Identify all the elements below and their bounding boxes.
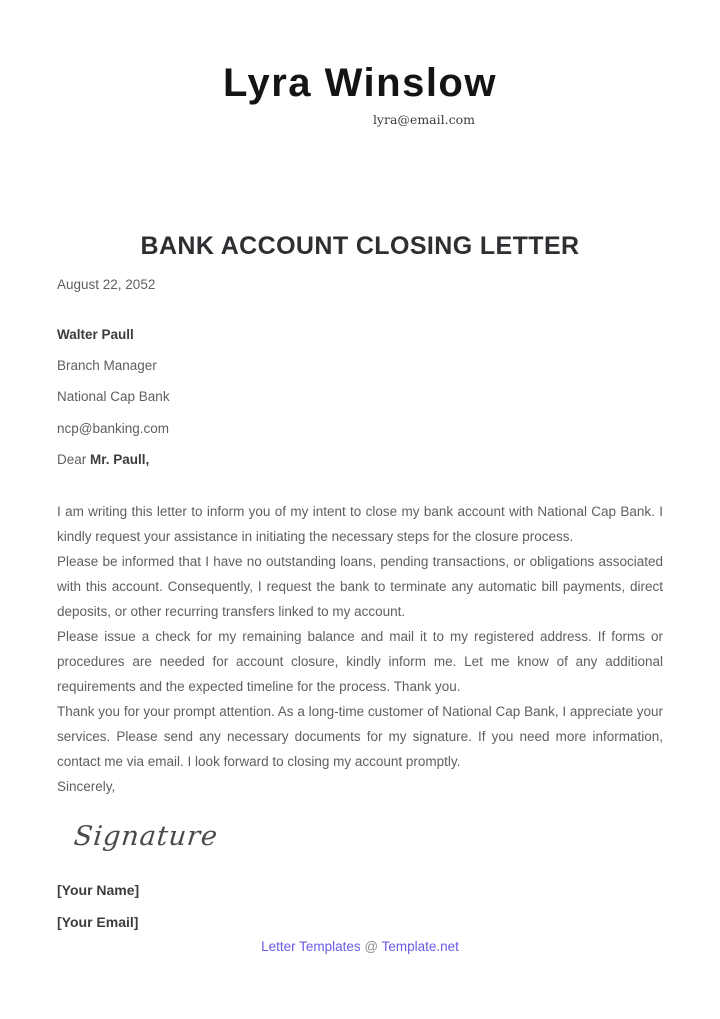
placeholder-your-name: [Your Name] <box>57 881 140 898</box>
body-paragraph: Thank you for your prompt attention. As a long-time customer of National Cap Bank, I appreciate your services. Please send any necessary documents for my signature. If you need more information, contact me via email. I look forward to closing my account promptly. <box>57 703 663 769</box>
salutation-prefix: Dear <box>57 451 91 467</box>
template-credit-site-link[interactable]: Template.net <box>378 939 459 954</box>
salutation-name: Mr. Paull, <box>90 451 150 467</box>
recipient-block <box>57 328 663 437</box>
recipient-email: ncp@banking.com <box>57 420 170 436</box>
letter-date: August 22, 2052 <box>57 276 156 292</box>
letter-title: BANK ACCOUNT CLOSING LETTER <box>140 232 580 260</box>
recipient-role: Branch Manager <box>57 357 157 373</box>
placeholder-your-email: [Your Email] <box>57 913 139 930</box>
letterhead <box>57 62 663 129</box>
salutation <box>57 453 663 468</box>
body-paragraph: Please issue a check for my remaining balance and mail it to my registered address. If forms or procedures are needed for account closure, kindly inform me. Let me know of any additional requirements and the expected timeline for the process. Thank you. <box>57 628 663 694</box>
closing-line: Sincerely, <box>57 778 116 794</box>
recipient-company: National Cap Bank <box>57 389 170 405</box>
template-credit-prefix[interactable]: Letter Templates <box>261 939 365 954</box>
body-paragraph: Please be informed that I have no outstanding loans, pending transactions, or obligations associated with this account. Consequently, I request the bank to terminate any automatic bill payments, direct deposits, or other recurring transfers linked to my account. <box>57 553 663 619</box>
recipient-name: Walter Paull <box>57 326 134 342</box>
letter-body <box>57 499 663 799</box>
template-credit <box>57 939 663 954</box>
template-credit-at: @ <box>364 939 379 954</box>
body-paragraph: I am writing this letter to inform you of my intent to close my bank account with National Cap Bank. I kindly request your assistance in initiating the necessary steps for the closure process. <box>57 503 663 544</box>
sender-email: lyra@email.com <box>372 112 475 127</box>
signature-script: Signature <box>72 820 220 852</box>
sender-name: Lyra Winslow <box>223 61 497 105</box>
